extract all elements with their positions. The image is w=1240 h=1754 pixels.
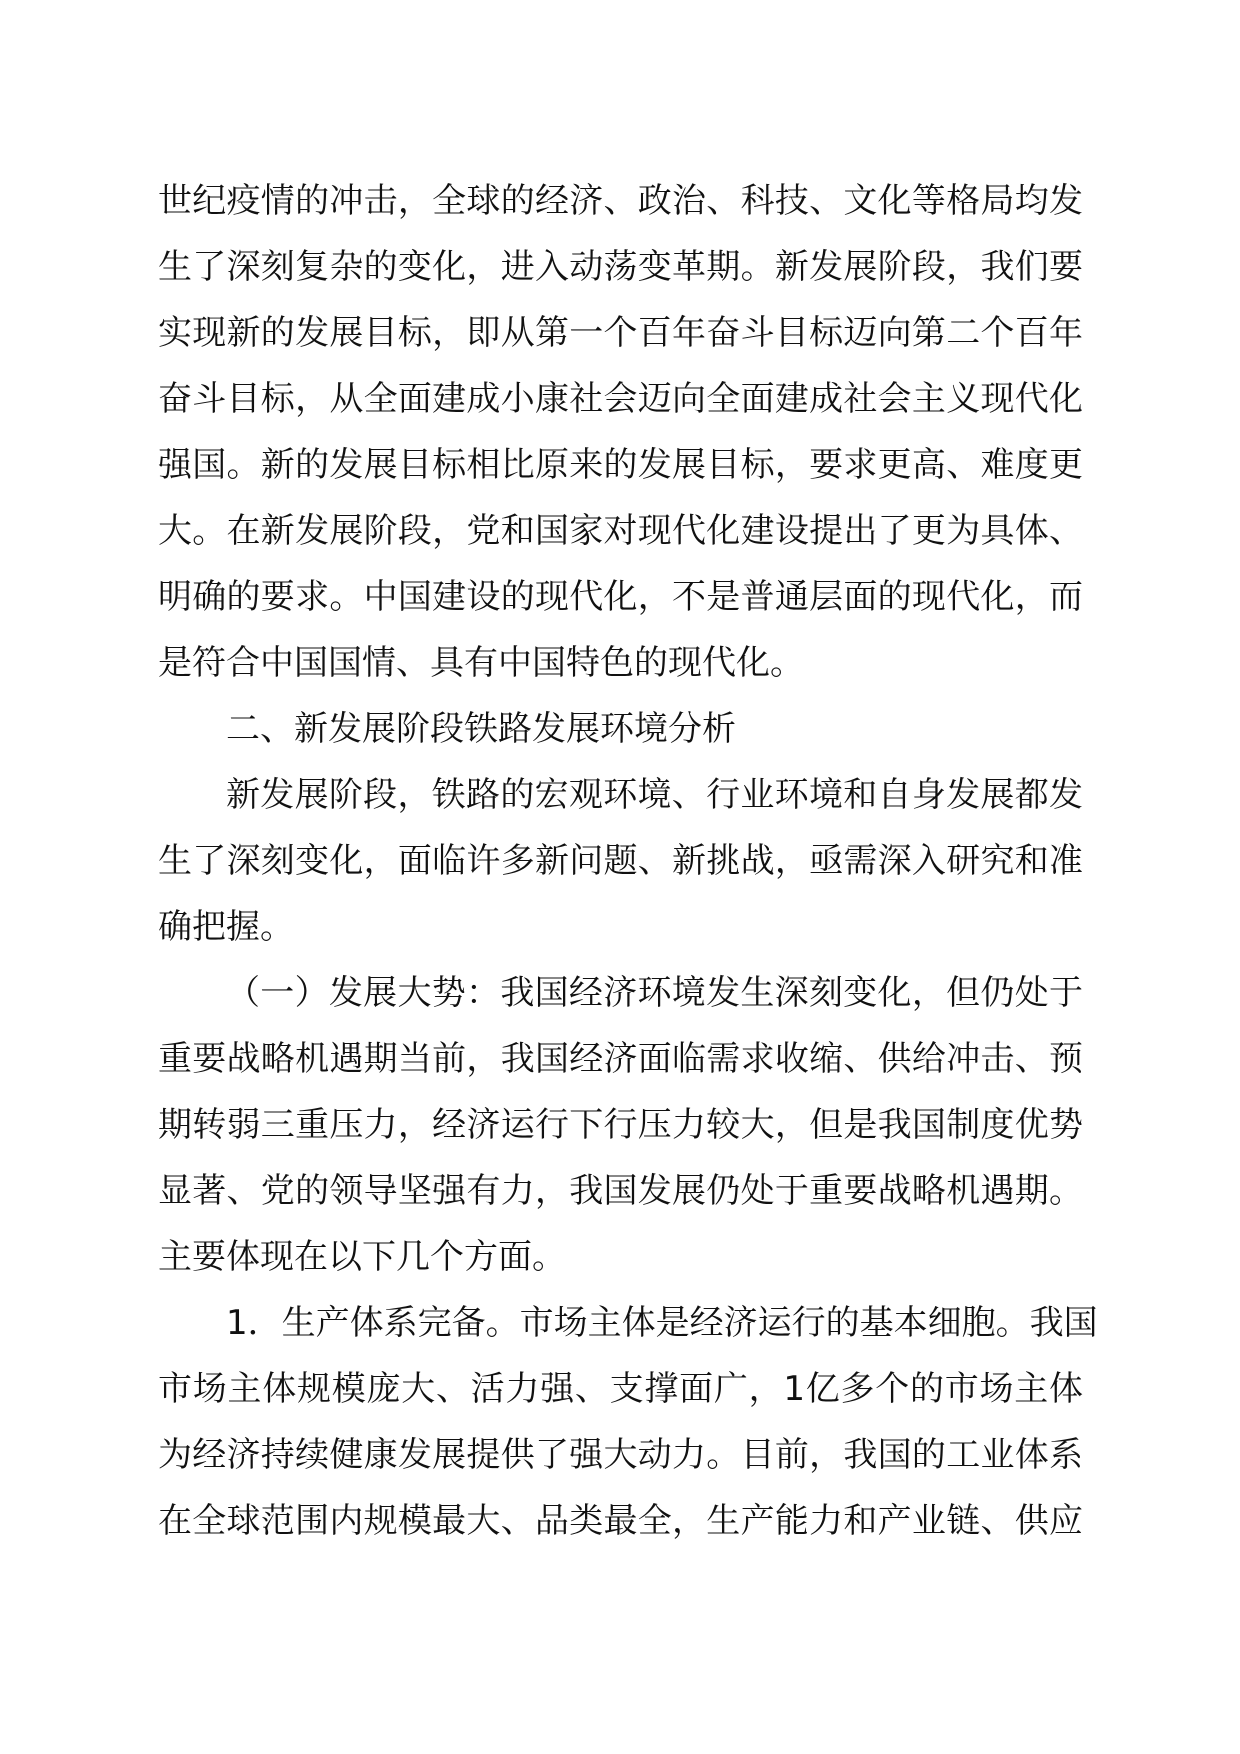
text-line-20: 为经济持续健康发展提供了强大动力。目前，我国的工业体系 bbox=[158, 1435, 1083, 1475]
text-line-2: 生了深刻复杂的变化，进入动荡变革期。新发展阶段，我们要 bbox=[158, 247, 1083, 287]
text-line-12: 确把握。 bbox=[158, 907, 294, 947]
text-line-17: 主要体现在以下几个方面。 bbox=[158, 1237, 566, 1277]
text-line-21: 在全球范围内规模最大、品类最全，生产能力和产业链、供应 bbox=[158, 1501, 1083, 1541]
text-line-10: 新发展阶段，铁路的宏观环境、行业环境和自身发展都发 bbox=[226, 775, 1083, 815]
text-line-5: 强国。新的发展目标相比原来的发展目标，要求更高、难度更 bbox=[158, 445, 1083, 485]
text-line-16: 显著、党的领导坚强有力，我国发展仍处于重要战略机遇期。 bbox=[158, 1171, 1083, 1211]
text-line-11: 生了深刻变化，面临许多新问题、新挑战，亟需深入研究和准 bbox=[158, 841, 1083, 881]
section-heading: 二、新发展阶段铁路发展环境分析 bbox=[226, 709, 736, 749]
text-line-19: 市场主体规模庞大、活力强、支撑面广，1亿多个的市场主体 bbox=[158, 1369, 1083, 1409]
subsection-heading: （一）发展大势：我国经济环境发生深刻变化，但仍处于 bbox=[226, 973, 1083, 1013]
text-line-8: 是符合中国国情、具有中国特色的现代化。 bbox=[158, 643, 804, 683]
text-line-6: 大。在新发展阶段，党和国家对现代化建设提出了更为具体、 bbox=[158, 511, 1083, 551]
list-item-1: 1．生产体系完备。市场主体是经济运行的基本细胞。我国 bbox=[226, 1303, 1098, 1343]
text-line-4: 奋斗目标，从全面建成小康社会迈向全面建成社会主义现代化 bbox=[158, 379, 1083, 419]
text-line-14: 重要战略机遇期当前，我国经济面临需求收缩、供给冲击、预 bbox=[158, 1039, 1083, 1079]
text-line-3: 实现新的发展目标，即从第一个百年奋斗目标迈向第二个百年 bbox=[158, 313, 1083, 353]
text-line-1: 世纪疫情的冲击，全球的经济、政治、科技、文化等格局均发 bbox=[158, 181, 1083, 221]
text-line-15: 期转弱三重压力，经济运行下行压力较大，但是我国制度优势 bbox=[158, 1105, 1083, 1145]
text-line-7: 明确的要求。中国建设的现代化，不是普通层面的现代化，而 bbox=[158, 577, 1083, 617]
